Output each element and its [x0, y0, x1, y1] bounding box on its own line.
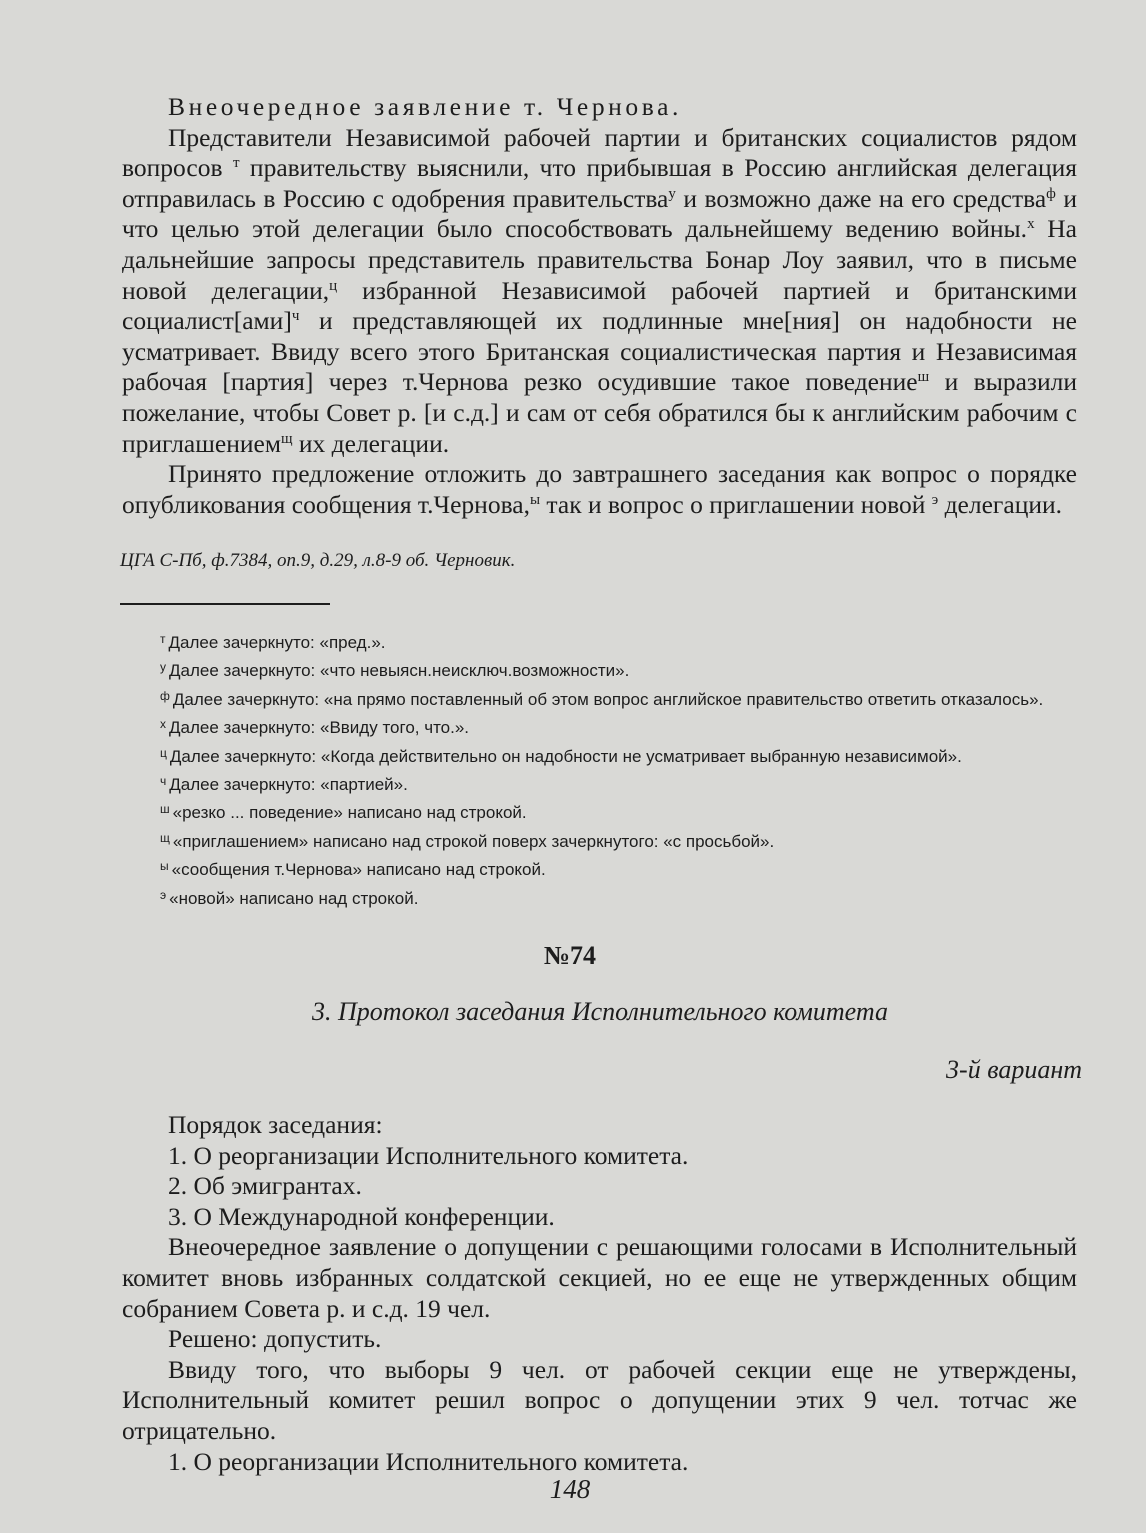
footnote-text: «новой» написано над строкой. [169, 888, 419, 908]
text-run: и выразили пожелание, чтобы Совет р. [и с.д.] и сам от себя обратился бы к английским рабочим с приглашением [122, 367, 1077, 458]
text-run: и возможно даже на его средства [675, 183, 1047, 213]
footnote-mark: э [160, 887, 167, 902]
footnote-divider [120, 603, 330, 605]
footnote-text: «приглашением» написано над строкой поверх зачеркнутого: «с просьбой». [172, 831, 775, 851]
page-number: 148 [549, 1474, 591, 1504]
document-number: №74 [543, 941, 597, 970]
footnote [120, 883, 1080, 911]
footnote-ref: т [232, 155, 240, 172]
variant-label: 3-й вариант [946, 1055, 1082, 1084]
footnote-mark: х [160, 717, 166, 732]
footnote-text: Далее зачеркнуто: «партией». [169, 775, 408, 795]
footnote-mark: ф [160, 688, 170, 703]
text-run: и что целью этой делегации было способствовать дальнейшему ведению войны. [122, 183, 1077, 244]
footnote-text: Далее зачеркнуто: «Когда действительно он надобности не усматривает выбранную независимой». [169, 746, 962, 766]
footnote-text: Далее зачеркнуто: «на прямо поставленный об этом вопрос английское правительство ответить отказалось». [172, 689, 1044, 709]
footnote-ref: щ [280, 430, 293, 447]
lower-text-block [122, 1110, 1077, 1477]
statement-heading: Внеочередное заявление т. Чернова. [168, 92, 682, 121]
footnote [120, 797, 1080, 825]
footnote-mark: ы [160, 859, 169, 874]
footnote-mark: ч [160, 774, 167, 789]
footnote-text: Далее зачеркнуто: «что невыясн.неисключ.возможности». [169, 661, 630, 681]
top-text-block [122, 92, 1077, 520]
footnote-text: «резко ... поведение» написано над строкой. [172, 803, 527, 823]
footnote [120, 712, 1080, 740]
text-run: Принято предложение отложить до завтрашнего заседания как вопрос о порядке опубликования сообщения т.Чернова, [122, 459, 1077, 519]
footnote-ref: х [1027, 216, 1035, 233]
archive-source: ЦГА С-Пб, ф.7384, оп.9, д.29, л.8-9 об. Черновик. [120, 550, 516, 571]
footnote-ref: ш [917, 369, 930, 386]
footnote-mark: у [160, 660, 166, 675]
paragraph-representatives [122, 123, 1077, 460]
text-run: делегации. [938, 489, 1063, 519]
footnote [120, 627, 1080, 655]
text-run: и представляющей их подлинные мне[ния] он надобности не усматривает. Ввиду всего этого Британская социалистическая партия и Независимая рабочая [партия] через т.Чернова резко осудившие такое поведение [122, 306, 1077, 397]
footnote-text: Далее зачеркнуто: «пред.». [168, 633, 386, 652]
footnote-text: Далее зачеркнуто: «Ввиду того, что.». [169, 718, 470, 738]
footnote-mark: ш [160, 802, 170, 817]
footnote-ref: у [668, 185, 676, 202]
agenda-title: Порядок заседания: [168, 1110, 383, 1139]
text-run: правительству выяснили, что прибывшая в Россию английская делегация отправилась в Россию с одобрения правительства [122, 153, 1077, 213]
footnote-ref: э [931, 491, 939, 508]
agenda-item: 3. О Международной конференции. [168, 1201, 555, 1231]
footnote-ref: ы [529, 491, 541, 508]
footnote-mark: ц [160, 745, 167, 760]
footnote [120, 826, 1080, 854]
document-title: 3. Протокол заседания Исполнительного комитета [312, 997, 888, 1026]
footnote-ref: ф [1046, 185, 1056, 202]
footnote [120, 741, 1080, 769]
paragraph-statement: Внеочередное заявление о допущении с решающими голосами в Исполнительный комитет вновь избранных солдатской секцией, но ее еще не утвержденных общим собранием Совета р. и с.д. 19 чел. [122, 1232, 1077, 1323]
footnote-ref: ц [329, 277, 338, 294]
footnote-ref: ч [291, 308, 300, 325]
text-run: Представители Независимой рабочей партии и британских социалистов рядом вопросов [122, 122, 1077, 183]
footnote-mark: щ [160, 830, 170, 845]
footnote-mark: т [160, 632, 166, 646]
text-run: избранной Независимой рабочей партией и британскими социалист[ами] [122, 275, 1078, 336]
paragraph-item-one: 1. О реорганизации Исполнительного комитета. [168, 1446, 689, 1476]
text-run: На дальнейшие запросы представитель правительства Бонар Лоу заявил, что в письме новой делегации, [122, 214, 1078, 305]
footnote [120, 684, 1080, 712]
footnote-text: «сообщения т.Чернова» написано над строкой. [171, 860, 546, 880]
footnote [120, 655, 1080, 683]
text-run: так и вопрос о приглашении новой [540, 489, 932, 519]
agenda-item: 1. О реорганизации Исполнительного комитета. [168, 1140, 689, 1170]
footnotes [120, 627, 1080, 911]
text-run: их делегации. [292, 428, 450, 458]
paragraph-elections: Ввиду того, что выборы 9 чел. от рабочей секции еще не утверждены, Исполнительный комитет решил вопрос о допущении этих 9 чел. тотчас же отрицательно. [122, 1354, 1077, 1445]
footnote [120, 769, 1080, 797]
paragraph-decision: Решено: допустить. [168, 1324, 382, 1354]
agenda-item: 2. Об эмигрантах. [168, 1171, 362, 1201]
footnote [120, 854, 1080, 882]
paragraph-decision-postpone [122, 459, 1077, 520]
